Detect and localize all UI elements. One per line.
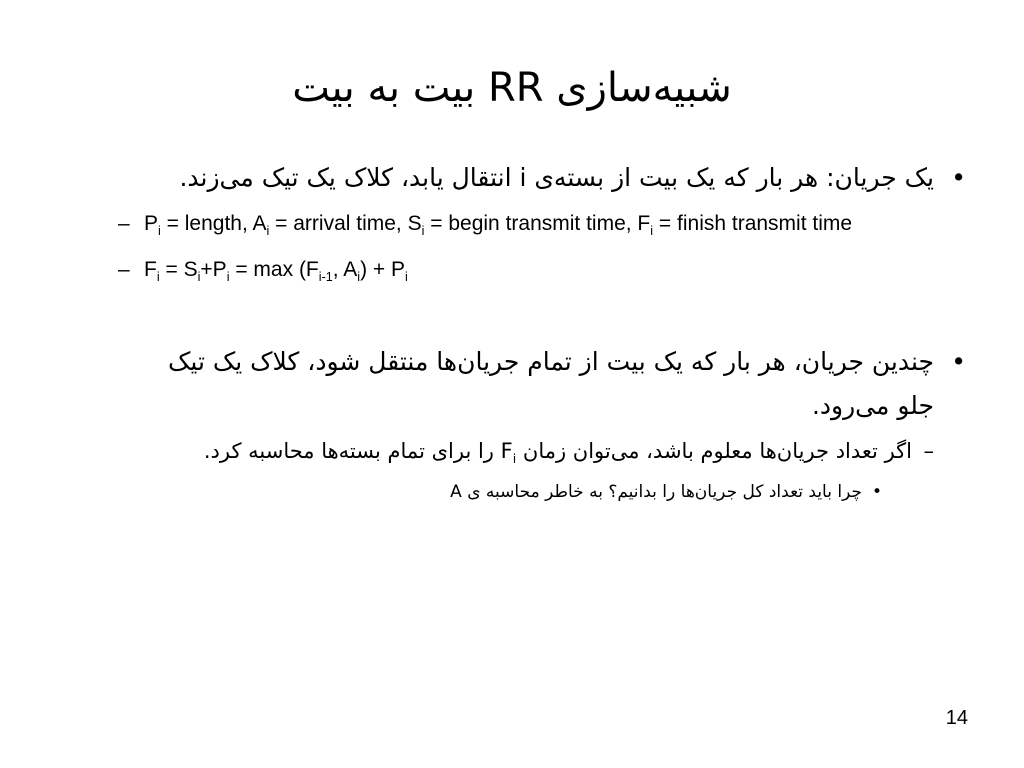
formula-subscript: i xyxy=(357,270,361,285)
bullet-marker: • xyxy=(951,163,966,192)
dash-marker: – xyxy=(923,439,934,463)
sub-text-before: اگر تعداد جریان‌ها معلوم باشد، می‌توان زمان xyxy=(516,439,912,463)
page-number: 14 xyxy=(945,707,968,729)
slide-title: شبیه‌سازی RR بیت به بیت xyxy=(292,65,732,111)
formula-text: = max (F xyxy=(229,258,319,281)
formula-text: ) + P xyxy=(360,258,406,281)
formula-text: = length, A xyxy=(160,212,267,235)
sub-text-after: را برای تمام بسته‌ها محاسبه کرد. xyxy=(203,439,501,463)
bullet-2 xyxy=(70,342,966,426)
formula-text: +P xyxy=(200,258,227,281)
formula-subscript: i xyxy=(421,224,425,239)
formula-subscript: i xyxy=(156,270,160,285)
formula-subscript: i xyxy=(266,224,270,239)
bullet-1 xyxy=(80,158,966,198)
bullet-2-line-2: جلو می‌رود. xyxy=(811,391,934,420)
bullet-marker-small: • xyxy=(871,482,882,502)
formula-subscript: i xyxy=(405,270,408,285)
formula-text: = arrival time, S xyxy=(269,212,422,235)
bullet-2-subsub xyxy=(300,480,882,504)
formula-subscript: i xyxy=(158,224,161,239)
bullet-2-line-1: چندین جریان، هر بار که یک بیت از تمام جریان‌ها منتقل شود، کلاک یک تیک xyxy=(168,347,934,376)
subsub-text: چرا باید تعداد کل جریان‌ها را بدانیم؟ به خاطر محاسبه ی A xyxy=(450,482,862,502)
formula-text: = finish transmit time xyxy=(653,212,853,235)
formula-text: = begin transmit time, F xyxy=(424,212,651,235)
bullet-marker: • xyxy=(951,347,966,376)
formula-text: , A xyxy=(332,258,358,281)
formula-text: P xyxy=(144,212,159,235)
bullet-2-sub xyxy=(100,436,934,467)
bullet-1-text: یک جریان: هر بار که یک بیت از بسته‌ی i انتقال یابد، کلاک یک تیک می‌زند. xyxy=(179,163,934,192)
var-subscript: i xyxy=(512,451,517,467)
formula-subscript: i-1 xyxy=(318,270,333,285)
dash-marker: – xyxy=(118,212,130,235)
formula-subscript: i xyxy=(650,224,654,239)
formula-text: = S xyxy=(159,258,198,281)
formula-line-1 xyxy=(118,209,958,239)
var-letter: F xyxy=(500,439,513,463)
formula-subscript: i xyxy=(226,270,230,285)
var-fi xyxy=(500,439,517,467)
formula-subscript: i xyxy=(197,270,201,285)
formula-text: F xyxy=(144,258,157,281)
formula-line-2 xyxy=(118,255,818,285)
dash-marker: – xyxy=(118,258,130,281)
